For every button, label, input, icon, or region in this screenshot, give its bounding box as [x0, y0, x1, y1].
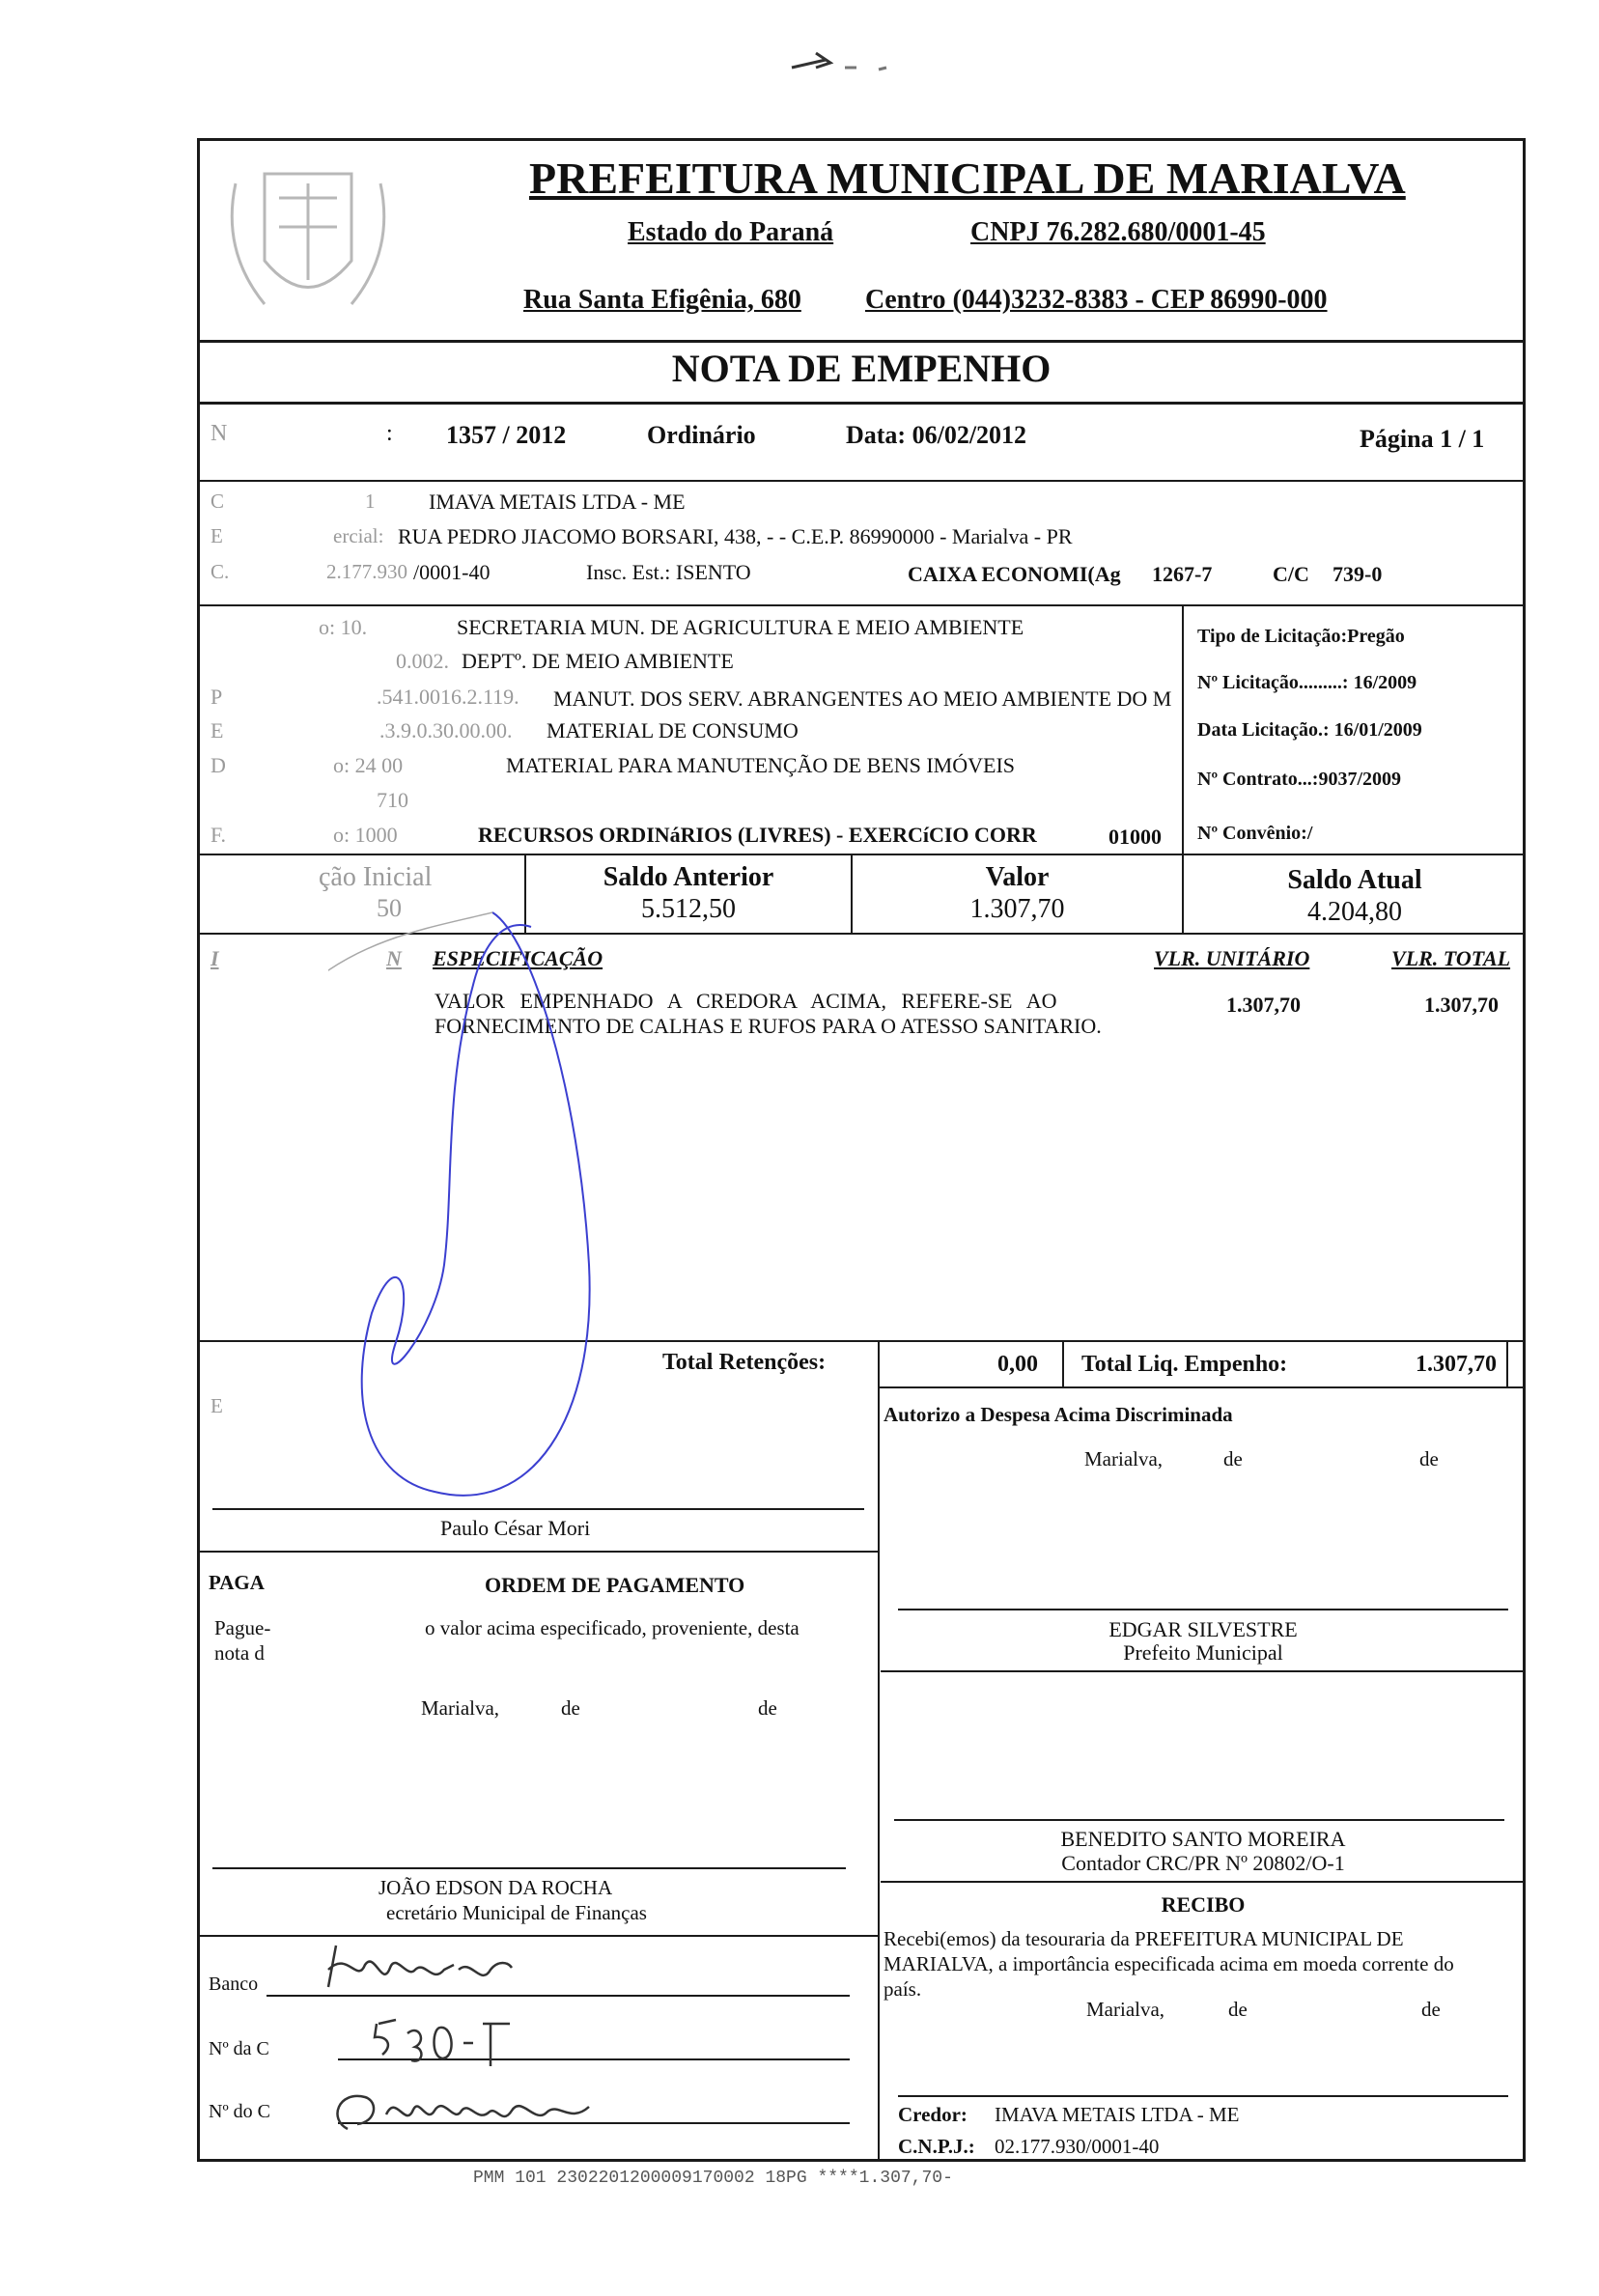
creditor-agency: 1267-7 — [1152, 562, 1213, 586]
creditor-account-label: C/C — [1273, 562, 1309, 586]
creditor-cnpj-label: C. — [210, 560, 230, 583]
contract-number: Nº Contrato...:9037/2009 — [1197, 769, 1402, 790]
value-label: Valor — [985, 862, 1050, 892]
creditor-cnpj-prefix: 2.177.930 — [326, 560, 407, 583]
current-balance-label: Saldo Atual — [1287, 865, 1422, 895]
divider — [881, 1670, 1526, 1672]
creditor-address-prefix: ercial: — [333, 524, 384, 547]
bid-date: Data Licitação.: 16/01/2009 — [1197, 719, 1422, 741]
divider — [197, 340, 1526, 343]
creditor-account: 739-0 — [1332, 562, 1383, 586]
budget-code: 0.002. — [396, 649, 449, 673]
payment-order-title: ORDEM DE PAGAMENTO — [485, 1573, 745, 1597]
budget-label: E — [210, 718, 224, 742]
receipt-text-line-2: MARIALVA, a importância especificada acima em moeda corrente do — [884, 1952, 1454, 1975]
signature-line — [898, 1609, 1508, 1610]
budget-code: o: 10. — [319, 615, 368, 639]
mayor-title: Prefeito Municipal — [1123, 1640, 1283, 1665]
bank-label: Banco — [209, 1974, 259, 1995]
payment-de: de — [561, 1696, 580, 1720]
total-withholdings-value: 0,00 — [997, 1352, 1038, 1377]
payment-de: de — [758, 1696, 777, 1720]
receipt-de: de — [1228, 1998, 1248, 2021]
value-amount: 1.307,70 — [969, 894, 1065, 924]
city-cnpj: CNPJ 76.282.680/0001-45 — [970, 217, 1266, 247]
budget-label: P — [210, 685, 223, 709]
receipt-de: de — [1421, 1998, 1441, 2021]
receipt-cnpj-value: 02.177.930/0001-40 — [995, 2135, 1160, 2158]
net-commitment-value: 1.307,70 — [1416, 1352, 1497, 1377]
account-label: Nº da C — [209, 2038, 269, 2059]
signature-line — [894, 1819, 1504, 1821]
divider — [878, 1386, 1526, 1388]
receipt-title: RECIBO — [1161, 1892, 1246, 1917]
budget-code: 710 — [377, 788, 408, 812]
total-value-column-header: VLR. TOTAL — [1391, 946, 1511, 970]
document-title: NOTA DE EMPENHO — [671, 347, 1052, 390]
unit-value-column-header: VLR. UNITÁRIO — [1154, 946, 1310, 970]
empenho-colon: : — [386, 421, 393, 446]
creditor-bank: CAIXA ECONOMI(Ag — [908, 562, 1121, 586]
total-withholdings-label: Total Retenções: — [662, 1350, 827, 1375]
payment-label: PAGA — [209, 1571, 265, 1594]
receipt-text-line-3: país. — [884, 1977, 922, 2001]
budget-desc: RECURSOS ORDINáRIOS (LIVRES) - EXERCíCIO CORR — [478, 823, 1037, 847]
secretary-name: JOÃO EDSON DA ROCHA — [379, 1876, 613, 1899]
empenho-label: N — [210, 421, 228, 446]
empenho-type: Ordinário — [647, 421, 756, 449]
state-name: Estado do Paraná — [628, 217, 834, 247]
city-contact: Centro (044)3232-8383 - CEP 86990-000 — [865, 285, 1328, 315]
budget-label: F. — [210, 823, 226, 847]
item-description-line-2: FORNECIMENTO DE CALHAS E RUFOS PARA O ATESSO SANITARIO. — [435, 1014, 1102, 1038]
authentication-stamp: PMM 101 2302201200009170002 18PG ****1.307,70- — [473, 2169, 953, 2188]
item-description-line-1: VALOR EMPENHADO A CREDORA ACIMA, REFERE-SE AO — [435, 989, 1057, 1013]
payment-text: nota d — [214, 1641, 265, 1665]
net-commitment-label: Total Liq. Empenho: — [1081, 1352, 1288, 1377]
budget-label: D — [210, 753, 226, 777]
coat-of-arms-icon — [207, 145, 400, 338]
handwritten-signature-icon — [328, 898, 657, 1516]
budget-source-code: 01000 — [1108, 825, 1162, 849]
divider — [197, 1551, 878, 1553]
city-hall-title: PREFEITURA MUNICIPAL DE MARIALVA — [529, 154, 1406, 203]
item-total-value: 1.307,70 — [1424, 993, 1499, 1017]
previous-balance-label: Saldo Anterior — [603, 862, 774, 892]
divider — [878, 1340, 880, 2162]
issuer-label: E — [210, 1394, 223, 1417]
authorization-label: Autorizo a Despesa Acima Discriminada — [884, 1403, 1233, 1426]
page-number: Página 1 / 1 — [1360, 425, 1485, 453]
scan-mark-icon — [787, 39, 903, 77]
creditor-address: RUA PEDRO JIACOMO BORSARI, 438, - - C.E.P. 86990000 - Marialva - PR — [398, 524, 1073, 548]
budget-code: .3.9.0.30.00.00. — [379, 718, 513, 742]
divider — [197, 402, 1526, 405]
previous-balance-value: 5.512,50 — [641, 894, 736, 924]
receipt-creditor-label: Credor: — [898, 2103, 968, 2126]
budget-desc: DEPTº. DE MEIO AMBIENTE — [462, 649, 734, 673]
receipt-cnpj-label: C.N.P.J.: — [898, 2135, 975, 2158]
issuer-name: Paulo César Mori — [440, 1516, 591, 1540]
budget-desc: SECRETARIA MUN. DE AGRICULTURA E MEIO AMBIENTE — [457, 615, 1024, 639]
empenho-number: 1357 / 2012 — [446, 421, 567, 449]
creditor-state-registration: Insc. Est.: ISENTO — [586, 560, 751, 584]
initial-balance-value: 50 — [377, 894, 402, 922]
receipt-creditor-name: IMAVA METAIS LTDA - ME — [995, 2103, 1240, 2126]
divider — [197, 604, 1526, 606]
agreement-number: Nº Convênio:/ — [1197, 823, 1313, 844]
item-column-header: I — [210, 946, 219, 970]
budget-code: o: 1000 — [333, 823, 398, 847]
creditor-address-label: E — [210, 524, 223, 547]
accountant-name: BENEDITO SANTO MOREIRA — [1060, 1827, 1346, 1851]
creditor-cnpj: /0001-40 — [413, 560, 491, 584]
receipt-place: Marialva, — [1086, 1998, 1165, 2021]
accountant-title: Contador CRC/PR Nº 20802/O-1 — [1061, 1851, 1345, 1875]
payment-text: o valor acima especificado, proveniente, desta — [425, 1616, 800, 1639]
receipt-text-line-1: Recebi(emos) da tesouraria da PREFEITURA MUNICIPAL DE — [884, 1927, 1404, 1950]
divider — [197, 854, 1526, 855]
divider — [1062, 1340, 1064, 1386]
budget-code: .541.0016.2.119. — [377, 685, 519, 709]
budget-desc: MATERIAL PARA MANUTENÇÃO DE BENS IMÓVEIS — [506, 753, 1016, 777]
city-address: Rua Santa Efigênia, 680 — [523, 285, 801, 315]
divider — [1506, 1340, 1508, 1386]
authorization-de: de — [1223, 1447, 1243, 1470]
bank-handwriting-icon — [319, 1931, 608, 2143]
specification-column-header: ESPECIFICAÇÃO — [433, 946, 603, 970]
authorization-de: de — [1419, 1447, 1439, 1470]
quantity-column-header: N — [386, 946, 402, 970]
signature-line — [898, 2095, 1508, 2097]
divider — [881, 1881, 1526, 1883]
item-unit-value: 1.307,70 — [1226, 993, 1301, 1017]
payment-place: Marialva, — [421, 1696, 500, 1720]
secretary-title: ecretário Municipal de Finanças — [386, 1901, 647, 1924]
current-balance-value: 4.204,80 — [1307, 897, 1402, 927]
budget-desc: MANUT. DOS SERV. ABRANGENTES AO MEIO AMBIENTE DO M — [553, 686, 1172, 711]
bid-number: Nº Licitação.........: 16/2009 — [1197, 672, 1417, 693]
mayor-name: EDGAR SILVESTRE — [1108, 1617, 1298, 1641]
creditor-name-prefix: 1 — [365, 490, 376, 513]
creditor-name: IMAVA METAIS LTDA - ME — [429, 490, 686, 514]
budget-code: o: 24 00 — [333, 753, 404, 777]
payment-text: Pague- — [214, 1616, 271, 1639]
budget-desc: MATERIAL DE CONSUMO — [547, 718, 799, 742]
signature-line — [212, 1867, 846, 1869]
divider — [197, 480, 1526, 482]
empenho-date: Data: 06/02/2012 — [846, 421, 1027, 449]
initial-balance-label: ção Inicial — [319, 862, 433, 892]
bid-type: Tipo de Licitação:Pregão — [1197, 626, 1405, 647]
check-label: Nº do C — [209, 2101, 270, 2122]
authorization-place: Marialva, — [1084, 1447, 1164, 1470]
creditor-name-label: C — [210, 490, 225, 513]
divider — [1182, 604, 1184, 854]
